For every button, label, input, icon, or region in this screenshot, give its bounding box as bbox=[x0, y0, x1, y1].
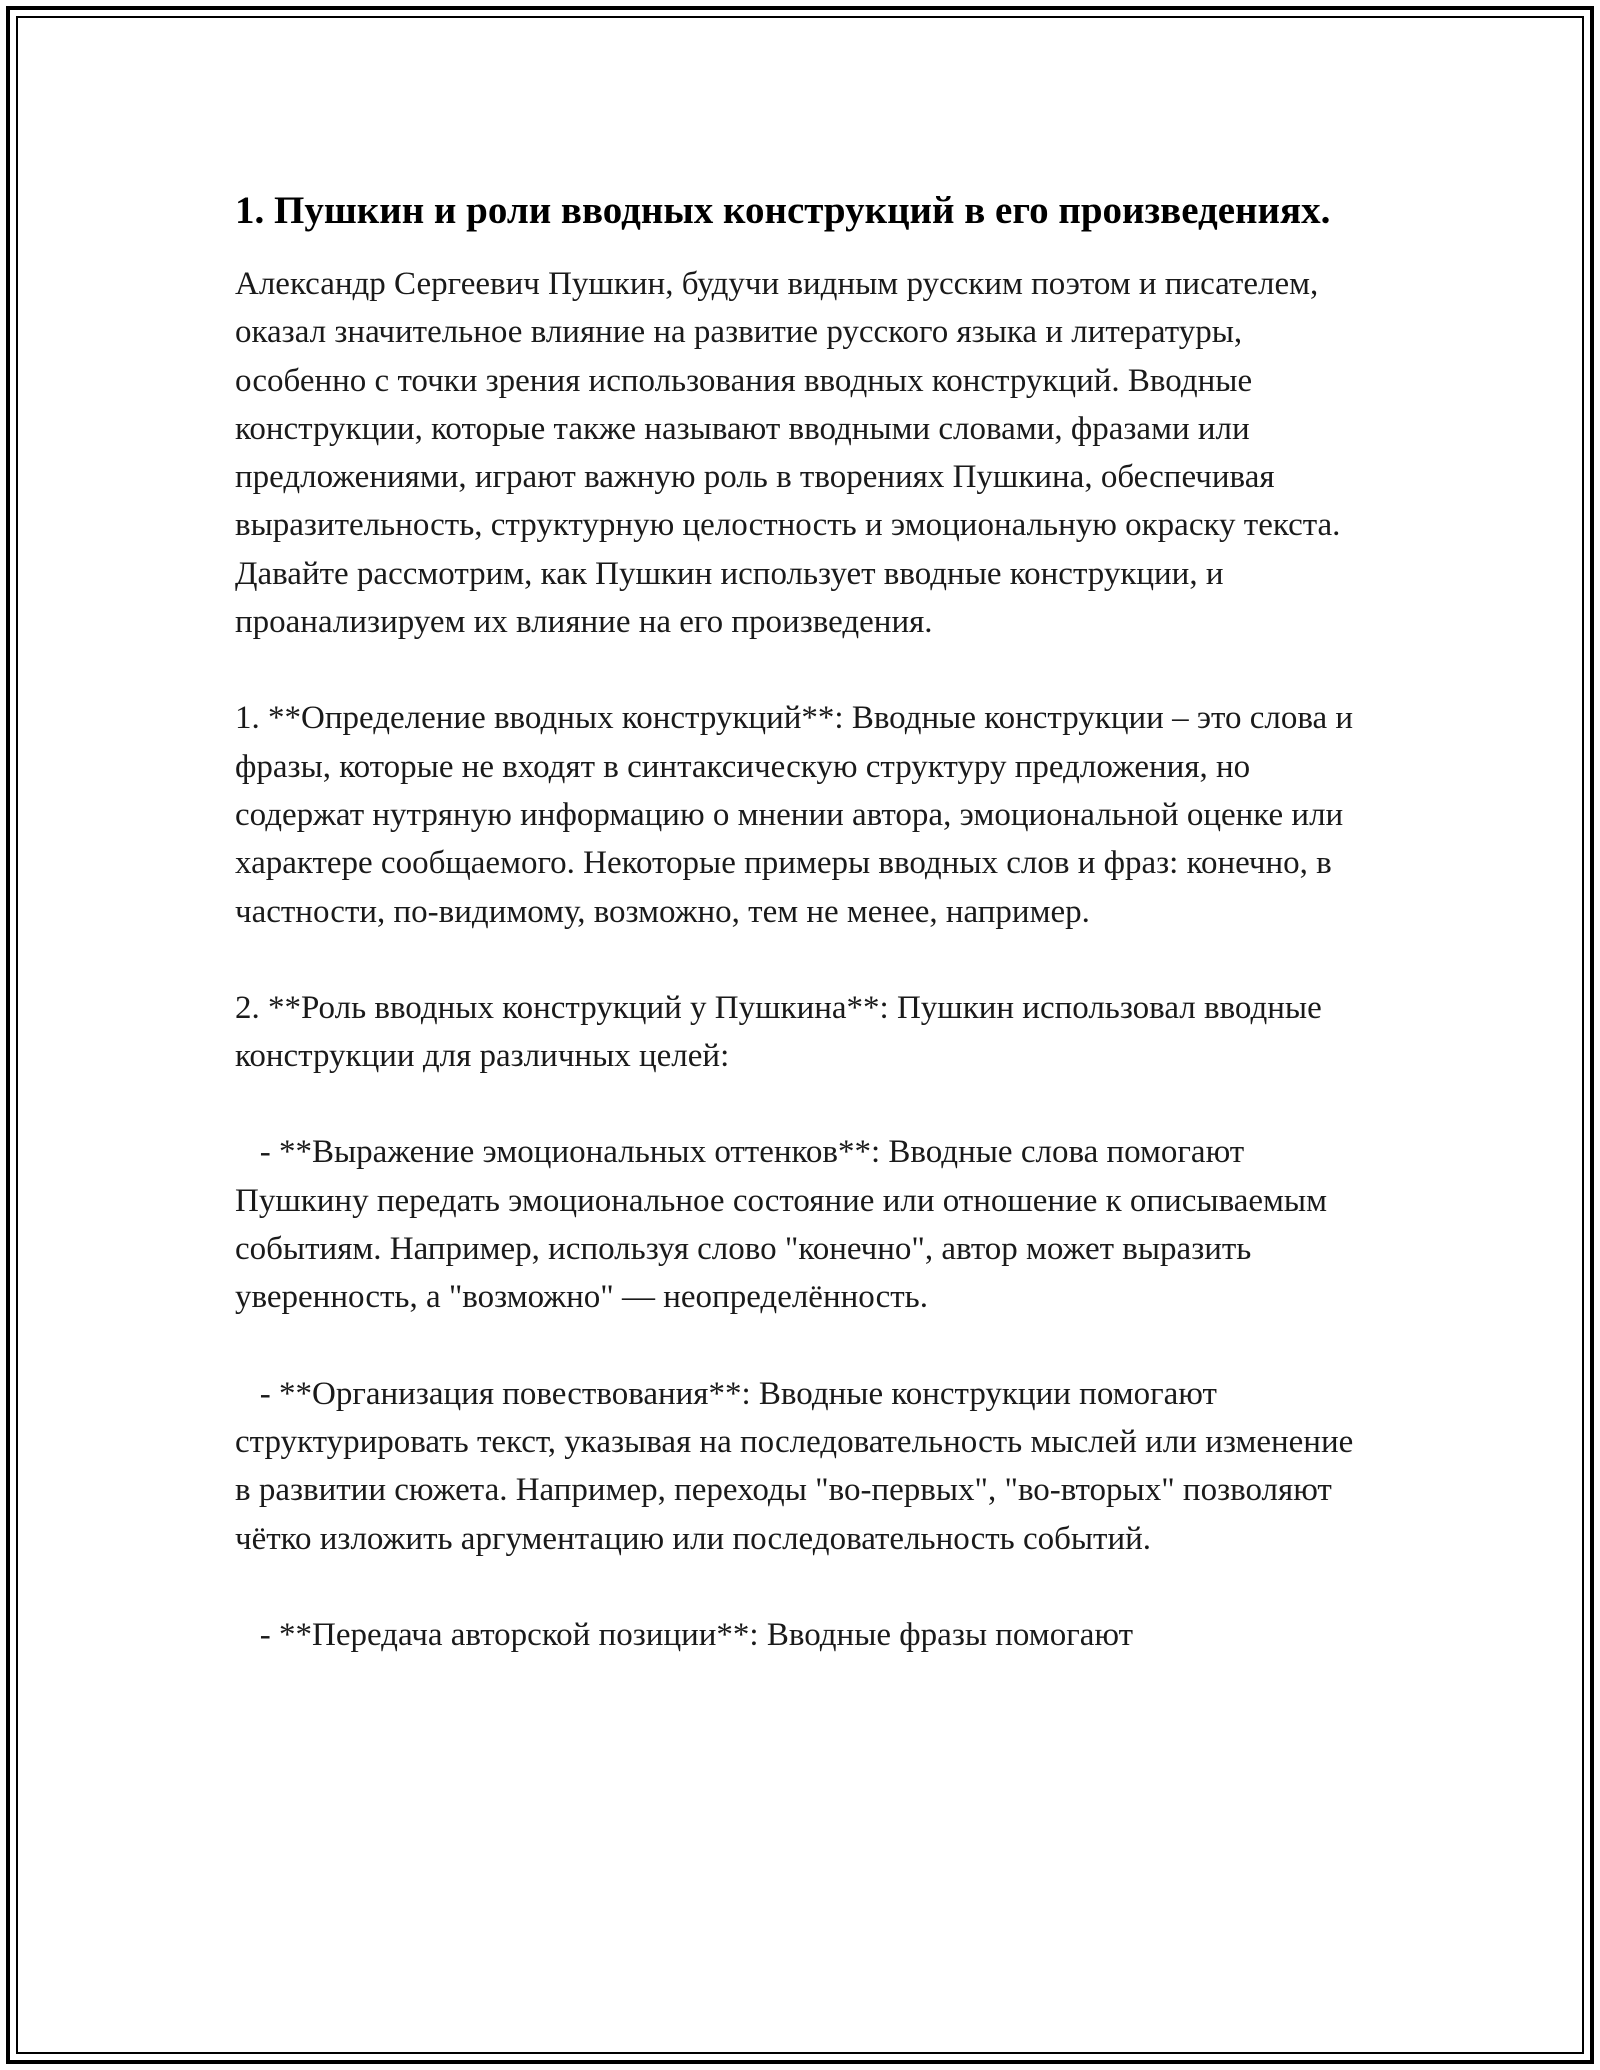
document-body bbox=[235, 186, 1373, 1659]
subitem-author-position: - **Передача авторской позиции**: Вводные фразы помогают bbox=[235, 1616, 1134, 1653]
point-2-paragraph: 2. **Роль вводных конструкций у Пушкина**: Пушкин использовал вводные конструкции для различных целей: bbox=[235, 989, 1330, 1075]
point-1-paragraph: 1. **Определение вводных конструкций**: Вводные конструкции – это слова и фразы, которые не входят в синтаксическую структуру предложения, но содержат нутряную информацию о мнении автора, эмоциональной оценке или характере сообщаемого. Некоторые примеры вводных слов и фраз: конечно, в частности, по-видимому, возможно, тем не менее, например. bbox=[235, 700, 1362, 930]
subitem-narrative-organization: - **Организация повествования**: Вводные конструкции помогают структурировать текст, указывая на последовательность мыслей или изменение в развитии сюжета. Например, переходы "во-первых", "во-вторых" позволяют чётко изложить аргументацию или последовательность событий. bbox=[235, 1375, 1362, 1557]
intro-paragraph: Александр Сергеевич Пушкин, будучи видным русским поэтом и писателем, оказал значительное влияние на развитие русского языка и литературы, особенно с точки зрения использования вводных конструкций. Вводные конструкции, которые также называют вводными словами, фразами или предложениями, играют важную роль в творениях Пушкина, обеспечивая выразительность, структурную целостность и эмоциональную окраску текста. Давайте рассмотрим, как Пушкин использует вводные конструкции, и проанализируем их влияние на его произведения. bbox=[235, 266, 1349, 641]
document-title: 1. Пушкин и роли вводных конструкций в его произведениях. bbox=[235, 189, 1331, 232]
subitem-emotional-shades: - **Выражение эмоциональных оттенков**: Вводные слова помогают Пушкину передать эмоциональное состояние или отношение к описываемым событиям. Например, используя слово "конечно", автор может выразить уверенность, а "возможно" — неопределённость. bbox=[235, 1134, 1336, 1316]
